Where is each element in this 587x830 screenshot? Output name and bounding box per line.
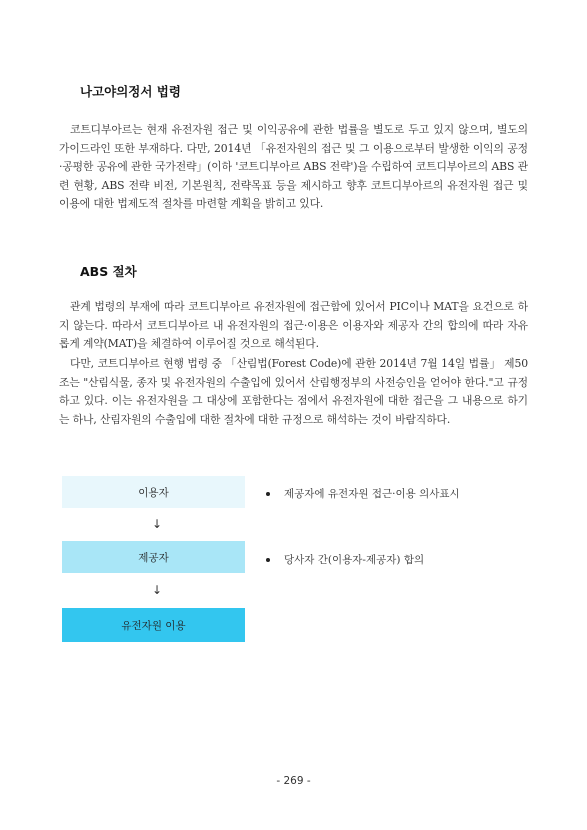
- flow-step-genetic-resource-use: [62, 608, 245, 642]
- flow-step-label: 제공자: [138, 551, 169, 564]
- flow-step-user: [62, 476, 245, 508]
- flow-step-label: 이용자: [138, 486, 169, 499]
- down-arrow-icon: ↓: [151, 583, 163, 597]
- bullet-icon: [266, 558, 270, 562]
- paragraph-abs-procedure-2: 다만, 코트디부아르 현행 법령 중 「산림법(Forest Code)에 관한 2014년 7월 14일 법률」 제50조는 "산림식물, 종자 및 유전자원의 수출입에 있어서 산림행정부의 사전승인을 얻어야 한다."고 규정하고 있다. 이는 유전자원을 그 대상에 포함한다는 점에서 유전자원에 대한 접근을 그 내용으로 하기는 하나, 산림자원의 수출입에 대한 절차에 대한 규정으로 해석하는 것이 바람직하다.: [59, 357, 528, 426]
- section-title-abs-procedure: ABS 절차: [80, 264, 137, 279]
- flow-note-intent: [266, 486, 460, 501]
- down-arrow-icon: ↓: [151, 517, 163, 531]
- paragraph-law-status: 코트디부아르는 현재 유전자원 접근 및 이익공유에 관한 법률을 별도로 두고 있지 않으며, 별도의 가이드라인 또한 부재하다. 다만, 2014년 「유전자원의 접근 및 그 이용으로부터 발생한 이익의 공정·공평한 공유에 관한 국가전략」(이하 '코트디부아르 ABS 전략')을 수립하여 코트디부아르의 ABS 관련 현황, ABS 전략 비전, 기본원칙, 전략목표 등을 제시하고 향후 코트디부아르의 유전자원 접근 및 이용에 대한 법제도적 절차를 마련할 계획을 밝히고 있다.: [59, 123, 528, 211]
- section-title-nagoya-protocol-law: 나고야의정서 법령: [80, 84, 181, 99]
- flow-note-agreement: [266, 552, 424, 567]
- page-number: - 269 -: [276, 775, 311, 787]
- flow-note-text: 당사자 간(이용자-제공자) 합의: [284, 554, 425, 566]
- flow-step-provider: [62, 541, 245, 573]
- bullet-icon: [266, 492, 270, 496]
- paragraph-abs-procedure-1: 관계 법령의 부재에 따라 코트디부아르 유전자원에 접근함에 있어서 PIC이나 MAT을 요건으로 하지 않는다. 따라서 코트디부아르 내 유전자원의 접근·이용은 이용자와 제공자 간의 합의에 따라 자유롭게 계약(MAT)을 체결하여 이루어질 것으로 해석된다.: [59, 300, 528, 351]
- flow-step-label: 유전자원 이용: [121, 619, 186, 632]
- flow-note-text: 제공자에 유전자원 접근·이용 의사표시: [284, 488, 460, 500]
